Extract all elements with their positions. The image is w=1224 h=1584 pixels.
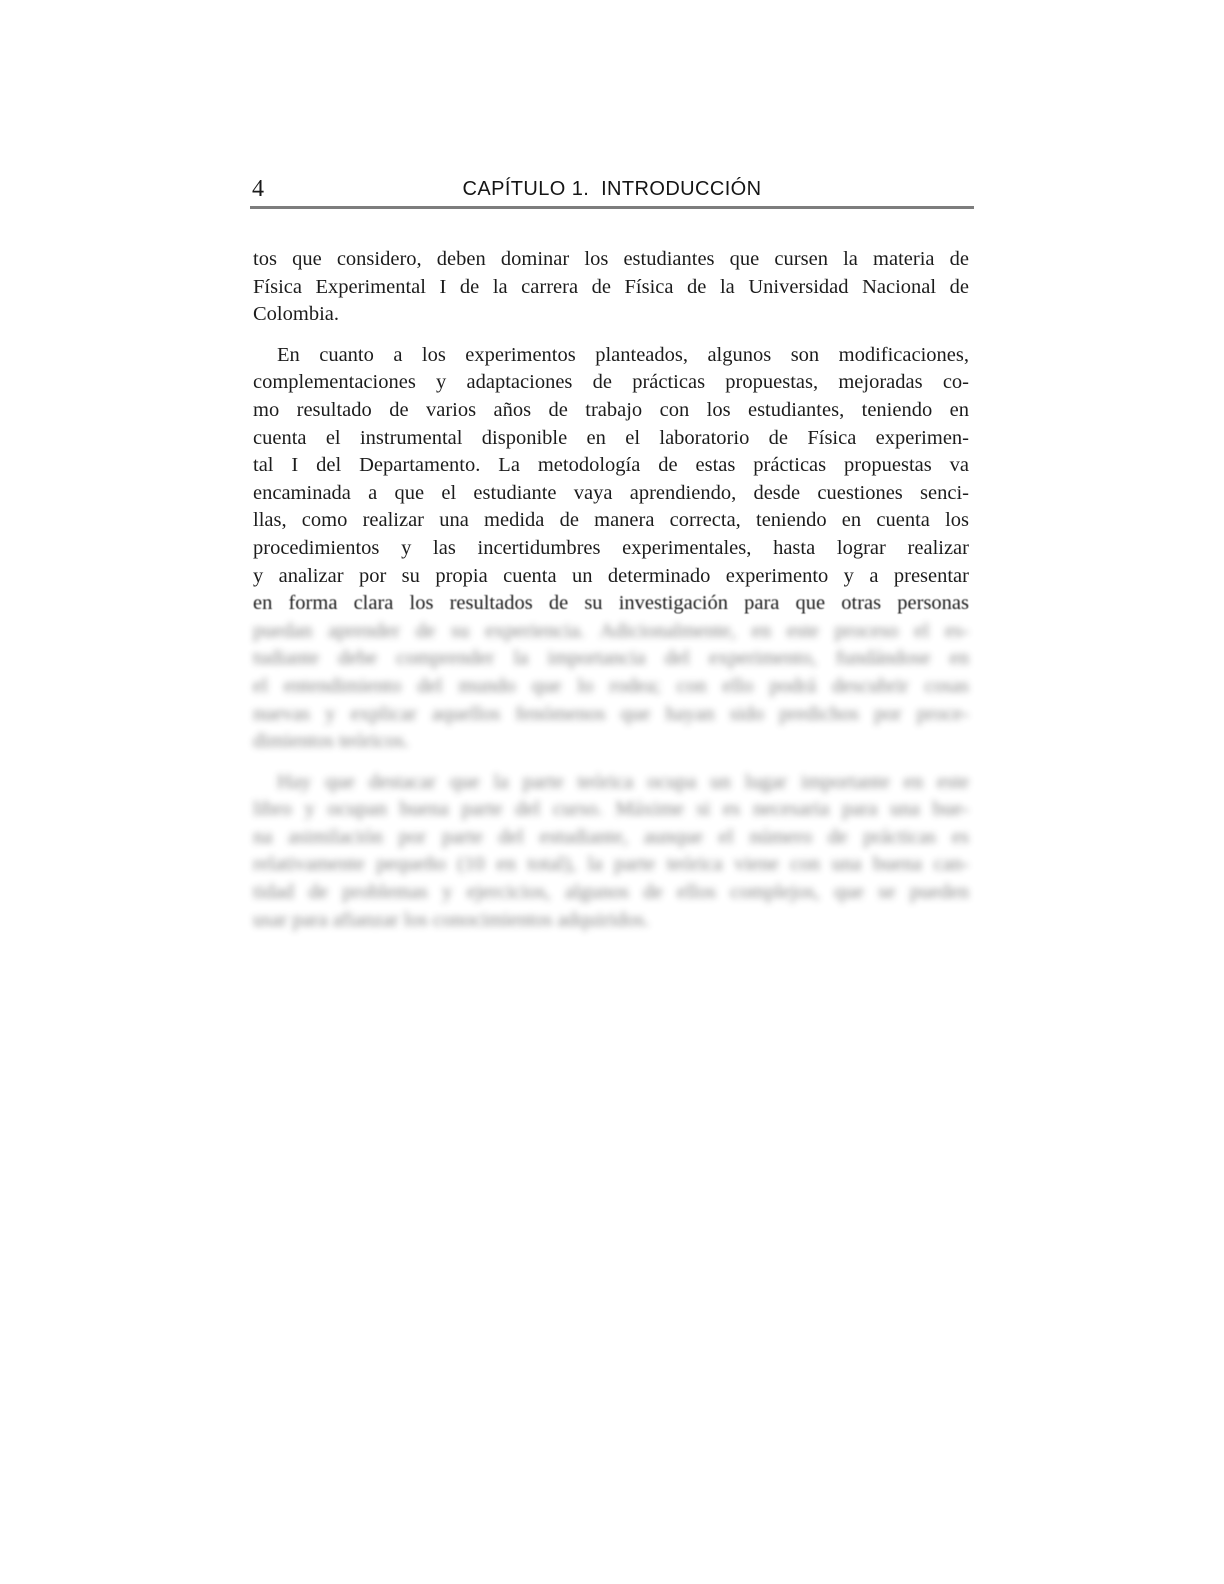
paragraph	[253, 769, 969, 935]
text-line: y analizar por su propia cuenta un determinado experimento y a presentar	[253, 564, 969, 587]
text-line: relativamente pequeño (10 en total), la parte teórica viene con una buena can-	[253, 853, 969, 876]
text-line: llas, como realizar una medida de manera correcta, teniendo en cuenta los	[253, 509, 969, 532]
text-line: tudiante debe comprender la importancia del experimento, fundándose en	[253, 647, 969, 670]
page-header	[250, 175, 974, 205]
text-line: tal I del Departamento. La metodología de estas prácticas propuestas va	[253, 454, 969, 477]
paragraph	[253, 246, 969, 329]
text-line: puedan aprender de su experiencia. Adicionalmente, en este proceso el es-	[253, 619, 969, 642]
page-number: 4	[252, 176, 264, 202]
text-line: complementaciones y adaptaciones de prácticas propuestas, mejoradas co-	[253, 371, 969, 394]
text-line: tidad de problemas y ejercicios, algunos de ellos complejos, que se pueden	[253, 881, 969, 904]
text-line: Hay que destacar que la parte teórica ocupa un lugar importante en este	[277, 770, 969, 793]
text-line: na asimilación por parte del estudiante, aunque el número de prácticas es	[253, 825, 969, 848]
text-line: cuenta el instrumental disponible en el laboratorio de Física experimen-	[253, 426, 969, 449]
header-rule	[250, 206, 974, 209]
text-line: Colombia.	[253, 303, 339, 326]
text-line: el entendimiento del mundo que lo rodea; con ello podrá descubrir cosas	[253, 674, 969, 697]
text-line: dimientos teóricos.	[253, 730, 410, 753]
text-line: usar para afianzar los conocimientos adquiridos.	[253, 908, 650, 931]
text-line: encaminada a que el estudiante vaya aprendiendo, desde cuestiones senci-	[253, 481, 969, 504]
text-line: Física Experimental I de la carrera de Física de la Universidad Nacional de	[253, 275, 969, 298]
text-line: procedimientos y las incertidumbres experimentales, hasta lograr realizar	[253, 536, 969, 559]
text-line: En cuanto a los experimentos planteados, algunos son modificaciones,	[277, 343, 969, 366]
text-line: nuevas y explicar aquellos fenómenos que hayan sido predichos por proce-	[253, 702, 969, 725]
text-line: en forma clara los resultados de su investigación para que otras personas	[253, 592, 969, 615]
text-line: libro y ocupan buena parte del curso. Máxime si es necesaria para una bue-	[253, 798, 969, 821]
text-line: mo resultado de varios años de trabajo con los estudiantes, teniendo en	[253, 398, 969, 421]
content	[253, 246, 969, 947]
chapter-header-title: CAPÍTULO 1. INTRODUCCIÓN	[462, 178, 762, 200]
paragraph	[253, 342, 969, 756]
text-line: tos que considero, deben dominar los estudiantes que cursen la materia de	[253, 248, 969, 270]
